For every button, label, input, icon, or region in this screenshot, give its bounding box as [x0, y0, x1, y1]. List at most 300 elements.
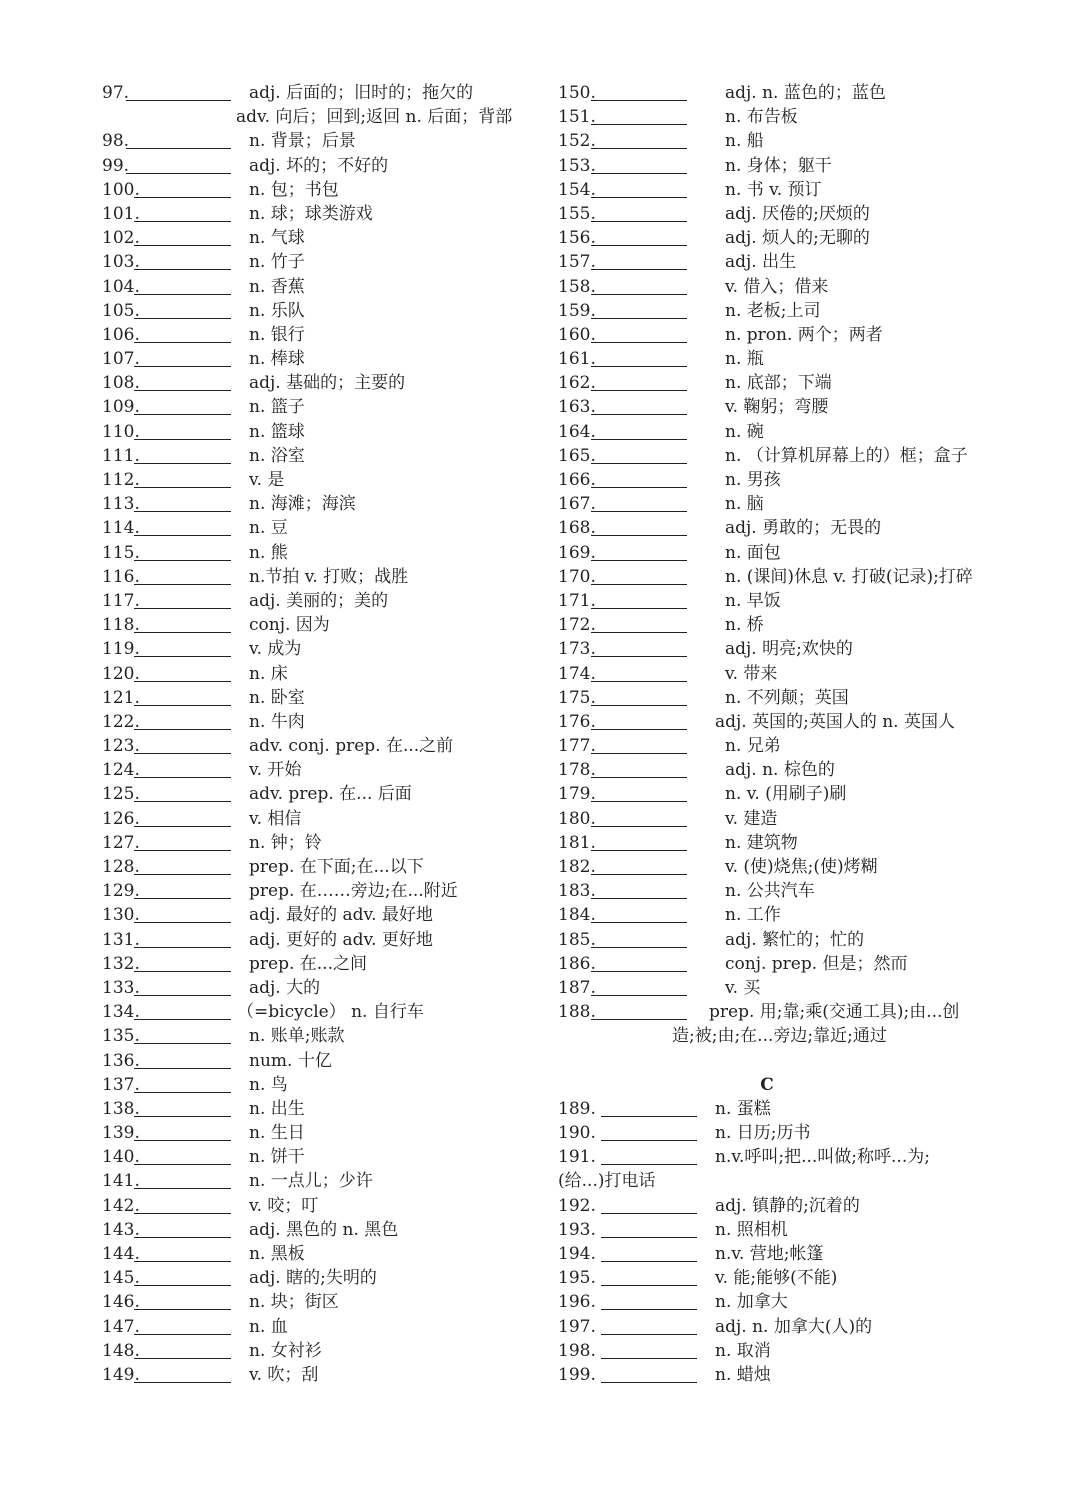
entry-definition: n. 老板;上司: [725, 300, 821, 321]
entry-definition: n. 篮球: [249, 421, 305, 442]
answer-blank[interactable]: [591, 366, 687, 367]
vocab-entry: [558, 1194, 1058, 1218]
entry-definition: n. 不列颠；英国: [725, 687, 849, 708]
vocab-entry: [558, 129, 1058, 153]
answer-blank[interactable]: [591, 269, 687, 270]
entry-definition: v. 咬；叮: [249, 1195, 319, 1216]
vocab-entry: [558, 178, 1058, 202]
answer-blank[interactable]: [591, 463, 687, 464]
answer-blank[interactable]: [134, 922, 231, 923]
entry-number: 109.: [102, 397, 140, 418]
answer-blank[interactable]: [591, 535, 687, 536]
entry-definition: n. 血: [249, 1316, 288, 1337]
answer-blank[interactable]: [134, 947, 231, 948]
entry-number: 154.: [558, 179, 596, 200]
answer-blank[interactable]: [134, 560, 231, 561]
answer-blank[interactable]: [134, 1382, 231, 1383]
entry-number: 156.: [558, 228, 596, 249]
answer-blank[interactable]: [591, 100, 687, 101]
answer-blank[interactable]: [134, 1092, 231, 1093]
answer-blank[interactable]: [591, 947, 687, 948]
vocab-entry: [102, 1242, 542, 1266]
answer-blank[interactable]: [134, 632, 231, 633]
vocab-entry: [102, 807, 542, 831]
answer-blank[interactable]: [134, 1188, 231, 1189]
answer-blank[interactable]: [134, 245, 231, 246]
entry-definition: prep. 用;靠;乘(交通工具);由...创: [709, 1002, 960, 1023]
entry-number: 170.: [558, 566, 596, 587]
vocab-entry: [558, 1145, 1058, 1169]
entry-definition: n. 背景；后景: [249, 131, 356, 152]
answer-blank[interactable]: [591, 390, 687, 391]
entry-number: 147.: [102, 1316, 140, 1337]
answer-blank[interactable]: [126, 100, 231, 101]
entry-definition: n. 钟；铃: [249, 832, 322, 853]
answer-blank[interactable]: [134, 342, 231, 343]
entry-definition: n. (课间)休息 v. 打破(记录);打碎: [725, 566, 973, 587]
answer-blank[interactable]: [591, 221, 687, 222]
answer-blank[interactable]: [134, 971, 231, 972]
answer-blank[interactable]: [591, 753, 687, 754]
vocab-entry: [558, 831, 1058, 855]
entry-definition: n. 男孩: [725, 470, 781, 490]
answer-blank[interactable]: [134, 1019, 231, 1020]
vocab-entry: [558, 782, 1058, 806]
entry-number: 103.: [102, 252, 140, 273]
answer-blank[interactable]: [601, 1334, 697, 1335]
entry-definition: n. 工作: [725, 905, 781, 926]
entry-number: 131.: [102, 929, 140, 950]
answer-blank[interactable]: [134, 826, 231, 827]
vocab-entry: [558, 1242, 1058, 1266]
left-column: [102, 81, 542, 1387]
answer-blank[interactable]: [591, 995, 687, 996]
entry-definition: n. 取消: [715, 1340, 771, 1361]
vocab-entry: [558, 371, 1058, 395]
entry-number: 130.: [102, 905, 140, 926]
answer-blank[interactable]: [591, 439, 687, 440]
entry-number: 148.: [102, 1340, 140, 1361]
entry-definition: n. v. (用刷子)刷: [725, 784, 847, 805]
vocab-entry: [102, 952, 542, 976]
entry-definition: n. （计算机屏幕上的）框；盒子: [725, 445, 968, 466]
entry-definition: n. 球；球类游戏: [249, 203, 373, 224]
answer-blank[interactable]: [134, 511, 231, 512]
vocab-entry: [102, 444, 542, 468]
answer-blank[interactable]: [134, 390, 231, 391]
answer-blank[interactable]: [601, 1382, 697, 1383]
answer-blank[interactable]: [134, 1358, 231, 1359]
answer-blank[interactable]: [134, 197, 231, 198]
answer-blank[interactable]: [601, 1164, 697, 1165]
answer-blank[interactable]: [134, 1213, 231, 1214]
entry-number: 197.: [558, 1316, 596, 1337]
vocab-entry: [558, 323, 1058, 347]
answer-blank[interactable]: [591, 632, 687, 633]
entry-definition: n. 卧室: [249, 687, 305, 708]
vocab-entry: [558, 710, 1058, 734]
definition-continuation: [558, 1024, 1058, 1048]
answer-blank[interactable]: [601, 1140, 697, 1141]
answer-blank[interactable]: [134, 753, 231, 754]
entry-number: 183.: [558, 881, 596, 902]
vocab-entry: [102, 1290, 542, 1314]
answer-blank[interactable]: [134, 1237, 231, 1238]
vocab-entry: [558, 541, 1058, 565]
entry-number: 171.: [558, 590, 596, 611]
vocab-entry: [558, 420, 1058, 444]
vocab-entry: [558, 758, 1058, 782]
answer-blank[interactable]: [134, 584, 231, 585]
answer-blank[interactable]: [126, 148, 231, 149]
vocab-entry: [558, 952, 1058, 976]
entry-definition: n. 竹子: [249, 252, 305, 273]
answer-blank[interactable]: [591, 560, 687, 561]
answer-blank[interactable]: [134, 318, 231, 319]
entry-number: 165.: [558, 445, 596, 466]
entry-definition: n.v. 营地;帐篷: [715, 1244, 824, 1264]
vocab-entry: [102, 613, 542, 637]
definition-continuation: [102, 105, 542, 129]
answer-blank[interactable]: [134, 898, 231, 899]
answer-blank[interactable]: [591, 608, 687, 609]
entry-definition: v. 开始: [249, 760, 302, 781]
answer-blank[interactable]: [591, 197, 687, 198]
entry-number: 187.: [558, 977, 596, 998]
vocab-entry: [102, 226, 542, 250]
entry-definition: n. 书 v. 预订: [725, 179, 822, 200]
answer-blank[interactable]: [591, 971, 687, 972]
entry-number: 166.: [558, 470, 596, 490]
vocab-entry: [102, 1097, 542, 1121]
answer-blank[interactable]: [134, 1164, 231, 1165]
vocab-entry: [558, 855, 1058, 879]
vocab-entry: [102, 903, 542, 927]
entry-definition-continued: (给...)打电话: [558, 1171, 656, 1192]
answer-blank[interactable]: [591, 898, 687, 899]
entry-number: 192.: [558, 1195, 596, 1216]
entry-number: 176.: [558, 711, 596, 732]
vocab-entry: [558, 202, 1058, 226]
vocab-entry: [102, 1024, 542, 1048]
entry-definition: n. 饼干: [249, 1147, 305, 1168]
entry-number: 175.: [558, 687, 596, 708]
answer-blank[interactable]: [591, 414, 687, 415]
entry-definition: adj. 美丽的；美的: [249, 590, 389, 611]
entry-number: 139.: [102, 1123, 140, 1144]
entry-definition: adj. n. 蓝色的；蓝色: [725, 83, 886, 103]
answer-blank[interactable]: [601, 1116, 697, 1117]
entry-number: 101.: [102, 203, 140, 224]
vocab-entry: [102, 492, 542, 516]
answer-blank[interactable]: [591, 681, 687, 682]
answer-blank[interactable]: [134, 535, 231, 536]
entry-number: 138.: [102, 1098, 140, 1119]
entry-definition: n. 公共汽车: [725, 881, 815, 902]
answer-blank[interactable]: [591, 729, 687, 730]
entry-number: 158.: [558, 276, 596, 297]
entry-number: 178.: [558, 760, 596, 781]
entry-number: 180.: [558, 808, 596, 829]
answer-blank[interactable]: [591, 584, 687, 585]
vocab-entry: [102, 250, 542, 274]
entry-number: 123.: [102, 736, 140, 757]
answer-blank[interactable]: [591, 148, 687, 149]
answer-blank[interactable]: [134, 487, 231, 488]
entry-definition: n. 豆: [249, 518, 288, 539]
entry-number: 152.: [558, 131, 596, 152]
vocab-entry: [102, 976, 542, 1000]
entry-definition: adv. prep. 在... 后面: [249, 784, 412, 805]
entry-definition: prep. 在下面;在...以下: [249, 857, 424, 877]
answer-blank[interactable]: [591, 1019, 687, 1020]
answer-blank[interactable]: [134, 705, 231, 706]
entry-number: 144.: [102, 1244, 140, 1264]
vocab-entry: [102, 1145, 542, 1169]
answer-blank[interactable]: [134, 1309, 231, 1310]
answer-blank[interactable]: [591, 874, 687, 875]
vocab-entry: [102, 516, 542, 540]
entry-number: 198.: [558, 1340, 596, 1361]
entry-definition: n. 蛋糕: [715, 1098, 771, 1119]
entry-definition: n. pron. 两个；两者: [725, 324, 883, 345]
answer-blank[interactable]: [591, 922, 687, 923]
entry-number: 137.: [102, 1074, 140, 1095]
vocab-entry: [558, 154, 1058, 178]
entry-definition: v. 借入；借来: [725, 276, 829, 297]
answer-blank[interactable]: [591, 511, 687, 512]
vocab-entry: [558, 807, 1058, 831]
entry-number: 194.: [558, 1244, 596, 1264]
entry-definition: n. 一点儿；少许: [249, 1171, 373, 1192]
answer-blank[interactable]: [591, 656, 687, 657]
entry-definition: n. 日历;历书: [715, 1123, 811, 1144]
answer-blank[interactable]: [591, 705, 687, 706]
vocab-entry: [102, 1049, 542, 1073]
entry-number: 169.: [558, 542, 596, 563]
answer-blank[interactable]: [134, 439, 231, 440]
entry-definition: adj. 出生: [725, 252, 797, 273]
answer-blank[interactable]: [591, 826, 687, 827]
vocab-entry: [102, 347, 542, 371]
entry-definition: n.v.呼叫;把...叫做;称呼...为;: [715, 1147, 930, 1168]
entry-definition: n. 兄弟: [725, 736, 781, 757]
entry-number: 193.: [558, 1219, 596, 1240]
answer-blank[interactable]: [591, 245, 687, 246]
answer-blank[interactable]: [601, 1285, 697, 1286]
entry-definition: adj. 厌倦的;厌烦的: [725, 203, 870, 224]
entry-number: 98.: [102, 131, 130, 152]
entry-definition: n. 碗: [725, 421, 764, 442]
answer-blank[interactable]: [134, 221, 231, 222]
vocab-entry: [558, 976, 1058, 1000]
entry-definition: v. 相信: [249, 808, 302, 829]
vocab-entry: [102, 734, 542, 758]
answer-blank[interactable]: [134, 656, 231, 657]
vocab-entry: [558, 903, 1058, 927]
entry-number: 160.: [558, 324, 596, 345]
entry-definition: n. 银行: [249, 324, 305, 345]
vocab-entry: [558, 589, 1058, 613]
vocab-entry: [102, 879, 542, 903]
entry-number: 195.: [558, 1268, 596, 1289]
answer-blank[interactable]: [134, 1068, 231, 1069]
answer-blank[interactable]: [591, 173, 687, 174]
entry-number: 172.: [558, 615, 596, 636]
vocab-entry: [102, 782, 542, 806]
entry-definition: adj. 基础的；主要的: [249, 373, 406, 394]
answer-blank[interactable]: [134, 1043, 231, 1044]
answer-blank[interactable]: [601, 1237, 697, 1238]
vocab-entry: [102, 468, 542, 492]
entry-definition: n. 船: [725, 131, 764, 152]
answer-blank[interactable]: [134, 1285, 231, 1286]
entry-number: 114.: [102, 518, 140, 539]
entry-number: 199.: [558, 1364, 596, 1385]
vocab-entry: [102, 565, 542, 589]
entry-definition: n. 身体；躯干: [725, 155, 832, 176]
vocab-entry: [558, 1000, 1058, 1024]
entry-definition: v. 是: [249, 470, 285, 490]
entry-definition: adj. 更好的 adv. 更好地: [249, 929, 433, 950]
answer-blank[interactable]: [126, 173, 231, 174]
entry-definition: adj. 繁忙的；忙的: [725, 929, 865, 950]
vocab-entry: [558, 1290, 1058, 1314]
entry-number: 184.: [558, 905, 596, 926]
entry-definition: v. 鞠躬；弯腰: [725, 397, 829, 418]
right-column: [558, 81, 1058, 1387]
entry-number: 106.: [102, 324, 140, 345]
answer-blank[interactable]: [134, 366, 231, 367]
answer-blank[interactable]: [134, 1140, 231, 1141]
entry-number: 99.: [102, 155, 130, 176]
answer-blank[interactable]: [601, 1309, 697, 1310]
entry-number: 125.: [102, 784, 140, 805]
vocab-entry: [558, 1363, 1058, 1387]
answer-blank[interactable]: [134, 801, 231, 802]
entry-number: 189.: [558, 1098, 596, 1119]
answer-blank[interactable]: [134, 1116, 231, 1117]
entry-number: 146.: [102, 1292, 140, 1313]
entry-number: 159.: [558, 300, 596, 321]
entry-definition: n. 布告板: [725, 107, 798, 128]
vocab-entry: [558, 226, 1058, 250]
entry-number: 127.: [102, 832, 140, 853]
answer-blank[interactable]: [134, 850, 231, 851]
vocab-entry: [558, 1097, 1058, 1121]
vocab-entry: [102, 686, 542, 710]
vocab-entry: [102, 637, 542, 661]
answer-blank[interactable]: [591, 294, 687, 295]
entry-number: 191.: [558, 1147, 596, 1168]
vocab-entry: [558, 275, 1058, 299]
entry-number: 124.: [102, 760, 140, 781]
vocab-entry: [102, 129, 542, 153]
answer-blank[interactable]: [134, 995, 231, 996]
answer-blank[interactable]: [134, 608, 231, 609]
section-heading: C: [760, 1074, 774, 1095]
vocab-entry: [102, 395, 542, 419]
answer-blank[interactable]: [591, 318, 687, 319]
entry-number: 145.: [102, 1268, 140, 1289]
answer-blank[interactable]: [134, 269, 231, 270]
entry-number: 140.: [102, 1147, 140, 1168]
entry-number: 105.: [102, 300, 140, 321]
entry-number: 188.: [558, 1002, 596, 1023]
answer-blank[interactable]: [134, 1261, 231, 1262]
answer-blank[interactable]: [591, 777, 687, 778]
entry-number: 128.: [102, 857, 140, 877]
entry-definition: adj. 勇敢的；无畏的: [725, 518, 882, 539]
entry-number: 134.: [102, 1002, 140, 1023]
vocab-entry: [102, 299, 542, 323]
answer-blank[interactable]: [591, 801, 687, 802]
entry-number: 122.: [102, 711, 140, 732]
entry-number: 162.: [558, 373, 596, 394]
answer-blank[interactable]: [134, 777, 231, 778]
entry-number: 136.: [102, 1050, 140, 1071]
entry-number: 132.: [102, 953, 140, 974]
vocab-entry: [102, 202, 542, 226]
vocab-entry: [102, 154, 542, 178]
answer-blank[interactable]: [601, 1358, 697, 1359]
entry-definition: n. 女衬衫: [249, 1340, 322, 1361]
entry-definition: v. 带来: [725, 663, 778, 684]
answer-blank[interactable]: [591, 342, 687, 343]
entry-number: 168.: [558, 518, 596, 539]
answer-blank[interactable]: [134, 874, 231, 875]
entry-number: 97.: [102, 83, 130, 103]
entry-number: 102.: [102, 228, 140, 249]
vocab-entry: [102, 1169, 542, 1193]
answer-blank[interactable]: [134, 1334, 231, 1335]
entry-number: 143.: [102, 1219, 140, 1240]
answer-blank[interactable]: [591, 124, 687, 125]
vocab-entry: [102, 371, 542, 395]
vocab-entry: [102, 81, 542, 105]
vocab-entry: [558, 565, 1058, 589]
answer-blank[interactable]: [591, 487, 687, 488]
answer-blank[interactable]: [134, 294, 231, 295]
answer-blank[interactable]: [591, 850, 687, 851]
entry-number: 108.: [102, 373, 140, 394]
vocab-entry: [558, 250, 1058, 274]
entry-number: 174.: [558, 663, 596, 684]
entry-number: 129.: [102, 881, 140, 902]
answer-blank[interactable]: [601, 1261, 697, 1262]
entry-number: 164.: [558, 421, 596, 442]
answer-blank[interactable]: [601, 1213, 697, 1214]
entry-number: 107.: [102, 349, 140, 370]
entry-definition: adj. 大的: [249, 977, 321, 998]
answer-blank[interactable]: [134, 414, 231, 415]
entry-definition: prep. 在……旁边;在...附近: [249, 881, 458, 902]
entry-definition: n. 香蕉: [249, 276, 305, 297]
vocab-entry: [102, 1121, 542, 1145]
vocab-entry: [102, 1339, 542, 1363]
entry-definition: n. 包；书包: [249, 179, 339, 200]
vocab-entry: [558, 299, 1058, 323]
entry-definition: v. 成为: [249, 639, 302, 660]
entry-number: 196.: [558, 1292, 596, 1313]
answer-blank[interactable]: [134, 729, 231, 730]
entry-definition: n. 牛肉: [249, 711, 305, 732]
vocab-entry: [102, 758, 542, 782]
answer-blank[interactable]: [134, 681, 231, 682]
entry-definition: n. 熊: [249, 542, 288, 563]
answer-blank[interactable]: [134, 463, 231, 464]
entry-number: 151.: [558, 107, 596, 128]
